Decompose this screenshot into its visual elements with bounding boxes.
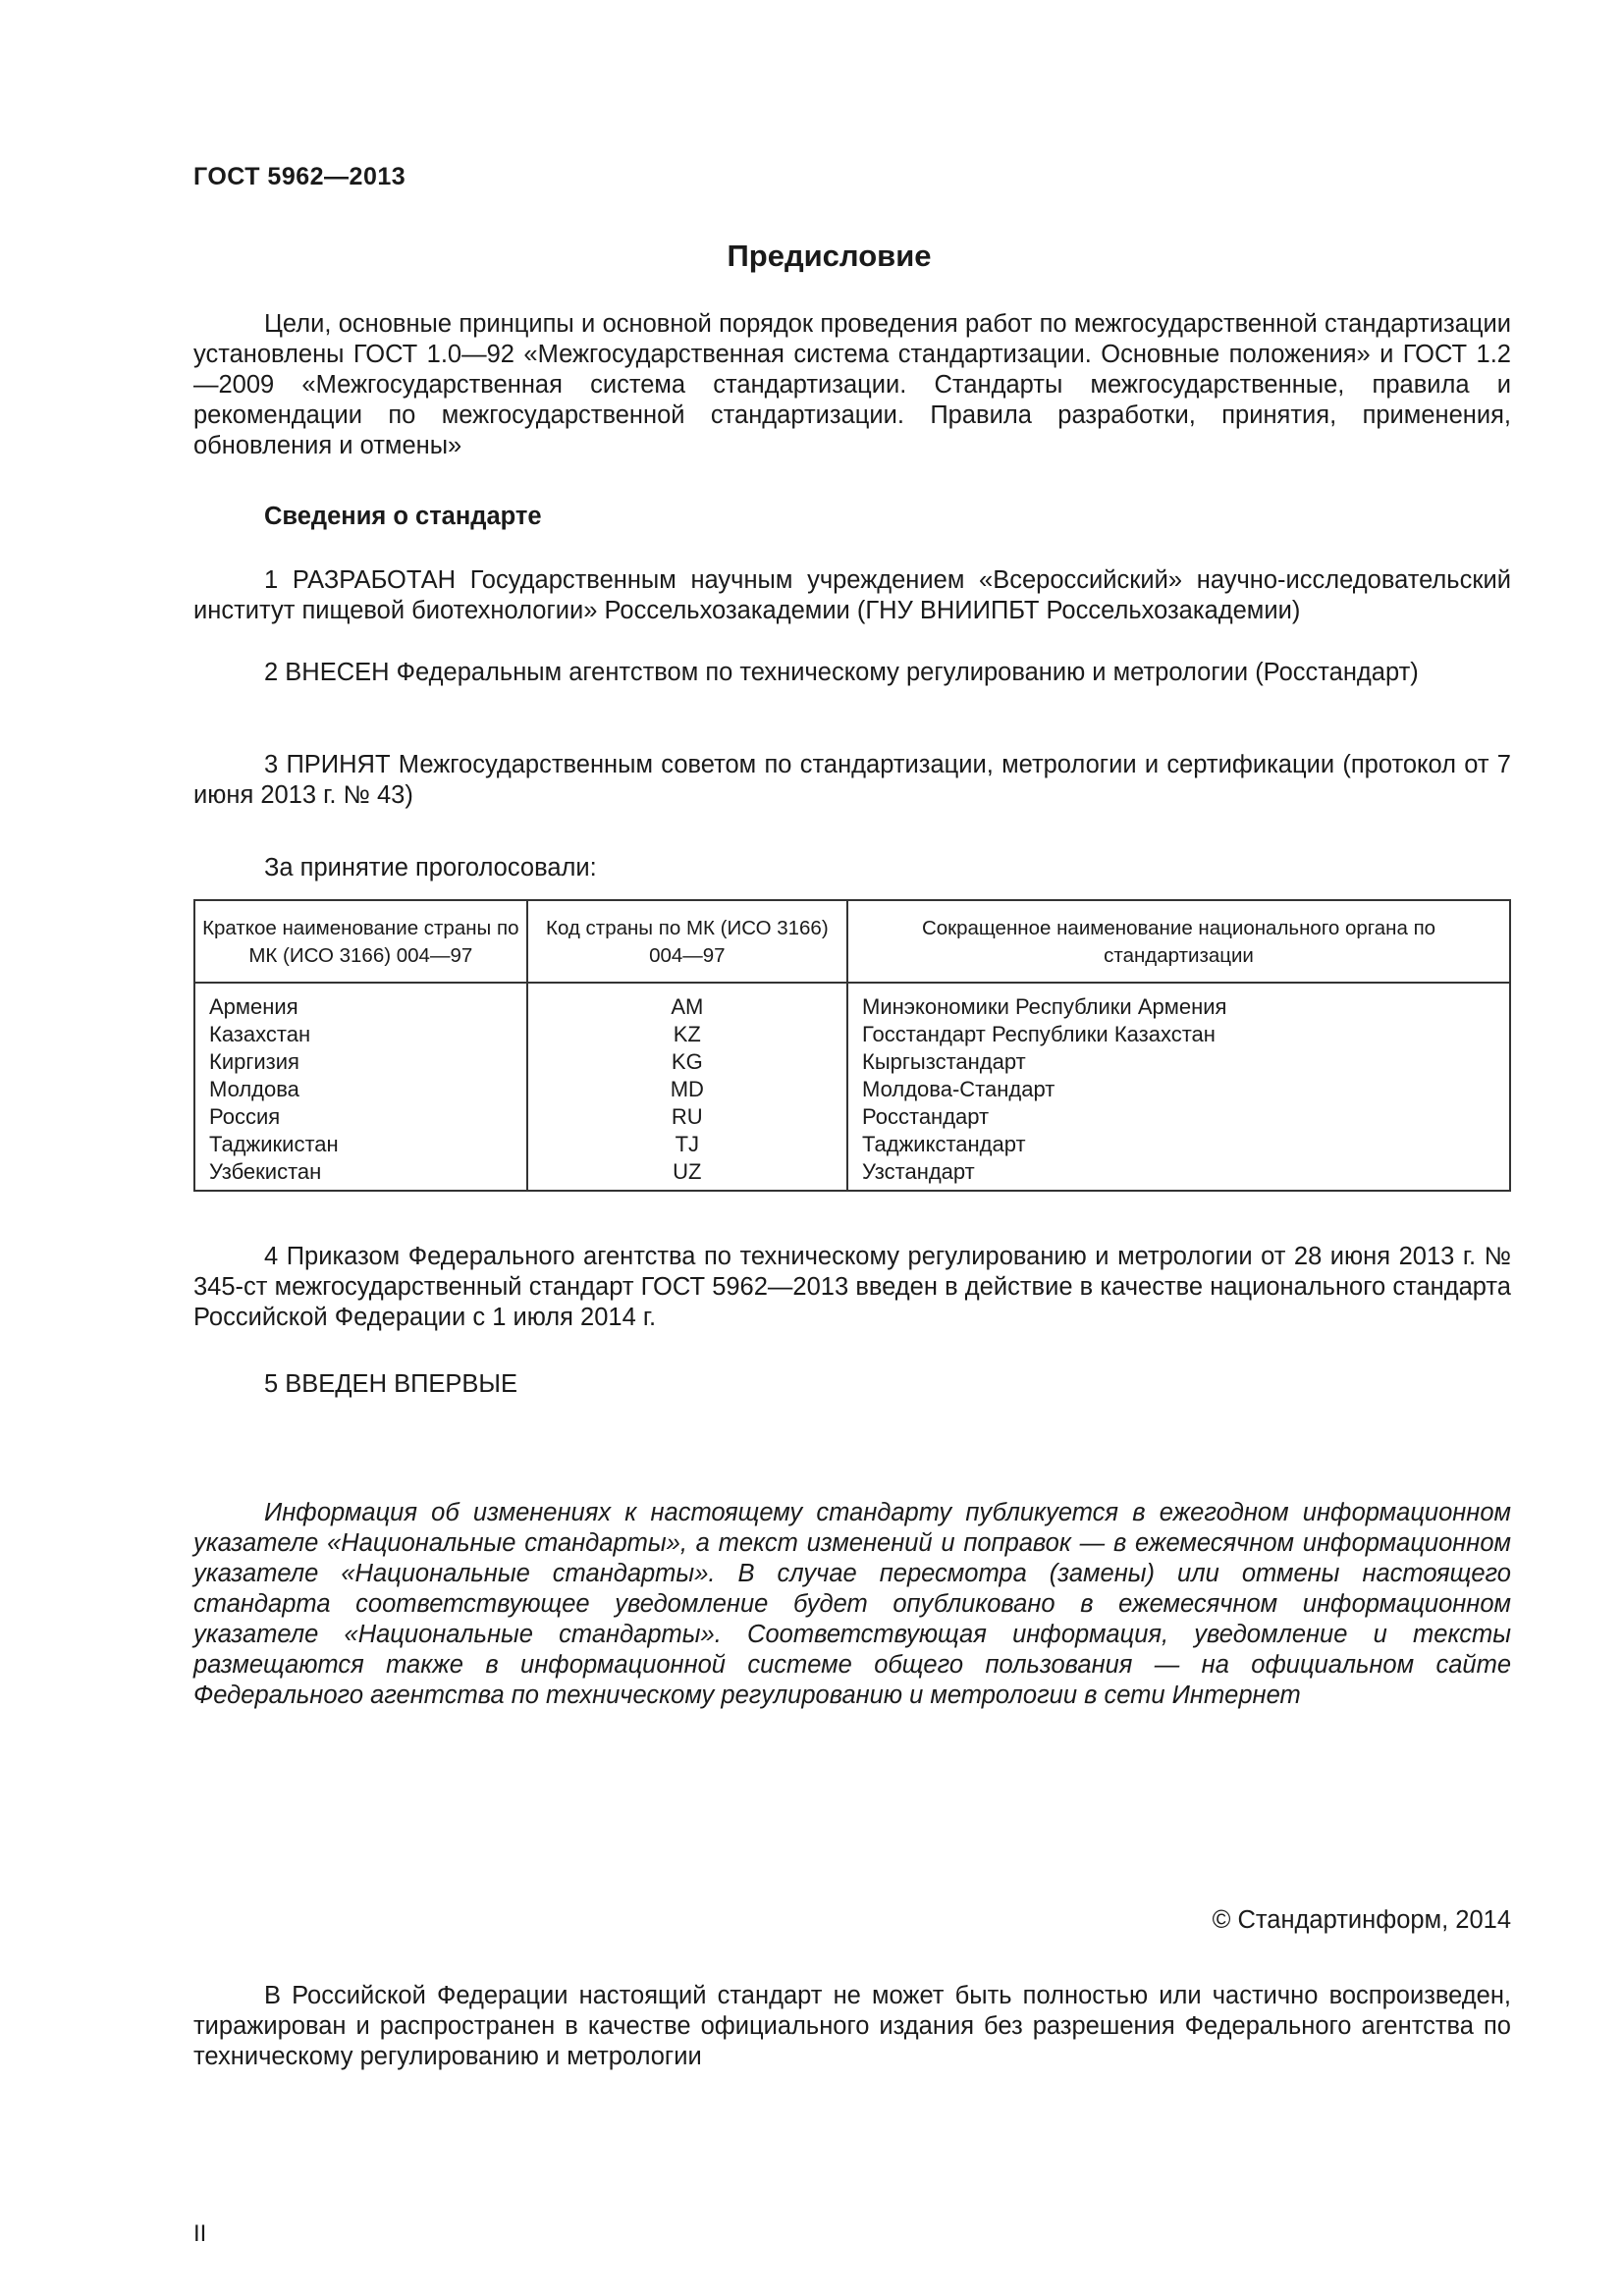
table-header-code: Код страны по МК (ИСО 3166) 004—97 — [527, 900, 847, 983]
document-id-header: ГОСТ 5962—2013 — [193, 163, 406, 190]
table-cell-body: Минэкономики Республики Армения — [847, 983, 1510, 1021]
item-3-block — [193, 750, 1511, 811]
notice-paragraph: Информация об изменениях к настоящему стандарту публикуется в ежегодном информационном указателе «Национальные стандарты», а текст изменений и поправок — в ежемесячном информационном указателе «Национальные стандарты». В случае пересмотра (замены) или отмены настоящего стандарта соответствующее уведомление будет опубликовано в ежемесячном информационном указателе «Национальные стандарты». Соответствующая информация, уведомление и тексты размещаются также в информационной системе общего пользования — на официальном сайте Федерального агентства по техническому регулированию и метрологии в сети Интернет — [193, 1499, 1511, 1709]
voted-label: За принятие проголосовали: — [264, 854, 597, 881]
table-cell-country: Таджикистан — [194, 1131, 527, 1158]
intro-paragraph-block — [193, 309, 1511, 461]
copyright-line: © Стандартинформ, 2014 — [1212, 1906, 1511, 1934]
intro-paragraph: Цели, основные принципы и основной порядок проведения работ по межгосударственной стандартизации установлены ГОСТ 1.0—92 «Межгосударственная система стандартизации. Основные положения» и ГОСТ 1.2—2009 «Межгосударственная система стандартизации. Стандарты межгосударственные, правила и рекомендации по межгосударственной стандартизации. Правила разработки, принятия, применения, обновления и отмены» — [193, 310, 1511, 459]
item-4-block — [193, 1242, 1511, 1333]
item-2-paragraph: 2 ВНЕСЕН Федеральным агентством по техническому регулированию и метрологии (Росстандарт) — [264, 659, 1419, 686]
item-1-block — [193, 565, 1511, 626]
table-cell-body: Кыргызстандарт — [847, 1048, 1510, 1076]
table-row — [194, 1158, 1510, 1191]
item-1-paragraph: 1 РАЗРАБОТАН Государственным научным учреждением «Всероссийский» научно-исследовательский институт пищевой биотехнологии» Россельхозакадемии (ГНУ ВНИИПБТ Россельхозакадемии) — [193, 566, 1511, 624]
table-cell-code: KZ — [527, 1021, 847, 1048]
info-heading: Сведения о стандарте — [264, 503, 542, 530]
table-row — [194, 1131, 1510, 1158]
table-row — [194, 1048, 1510, 1076]
item-4-paragraph: 4 Приказом Федерального агентства по техническому регулированию и метрологии от 28 июня 2013 г. № 345-ст межгосударственный стандарт ГОСТ 5962—2013 введен в действие в качестве национального стандарта Российской Федерации с 1 июля 2014 г. — [193, 1243, 1511, 1331]
table-row — [194, 983, 1510, 1021]
restriction-block — [193, 1981, 1511, 2072]
table-cell-body: Узстандарт — [847, 1158, 1510, 1191]
table-row — [194, 1103, 1510, 1131]
notice-block — [193, 1498, 1511, 1711]
table-cell-body: Госстандарт Республики Казахстан — [847, 1021, 1510, 1048]
item-5-paragraph: 5 ВВЕДЕН ВПЕРВЫЕ — [264, 1370, 518, 1398]
table-cell-code: RU — [527, 1103, 847, 1131]
table-cell-body: Молдова-Стандарт — [847, 1076, 1510, 1103]
table-header-country: Краткое наименование страны по МК (ИСО 3166) 004—97 — [194, 900, 527, 983]
table-cell-code: KG — [527, 1048, 847, 1076]
restriction-paragraph: В Российской Федерации настоящий стандарт не может быть полностью или частично воспроизведен, тиражирован и распространен в качестве официального издания без разрешения Федерального агентства по техническому регулированию и метрологии — [193, 1982, 1511, 2070]
table-cell-body: Росстандарт — [847, 1103, 1510, 1131]
member-countries-table — [193, 899, 1511, 1192]
table-cell-code: AM — [527, 983, 847, 1021]
table-cell-code: MD — [527, 1076, 847, 1103]
table-cell-country: Казахстан — [194, 1021, 527, 1048]
page-title: Предисловие — [727, 239, 932, 273]
item-2-block — [193, 658, 1511, 688]
table-cell-country: Россия — [194, 1103, 527, 1131]
table-cell-country: Узбекистан — [194, 1158, 527, 1191]
table-cell-country: Киргизия — [194, 1048, 527, 1076]
table-cell-code: UZ — [527, 1158, 847, 1191]
page-number: II — [193, 2220, 207, 2247]
table-row — [194, 1021, 1510, 1048]
table-cell-body: Таджикстандарт — [847, 1131, 1510, 1158]
table-row — [194, 1076, 1510, 1103]
table-cell-country: Молдова — [194, 1076, 527, 1103]
item-3-paragraph: 3 ПРИНЯТ Межгосударственным советом по стандартизации, метрологии и сертификации (протокол от 7 июня 2013 г. № 43) — [193, 751, 1511, 809]
table-header-row — [194, 900, 1510, 983]
table-header-body: Сокращенное наименование национального органа по стандартизации — [847, 900, 1510, 983]
table-cell-code: TJ — [527, 1131, 847, 1158]
table-cell-country: Армения — [194, 983, 527, 1021]
